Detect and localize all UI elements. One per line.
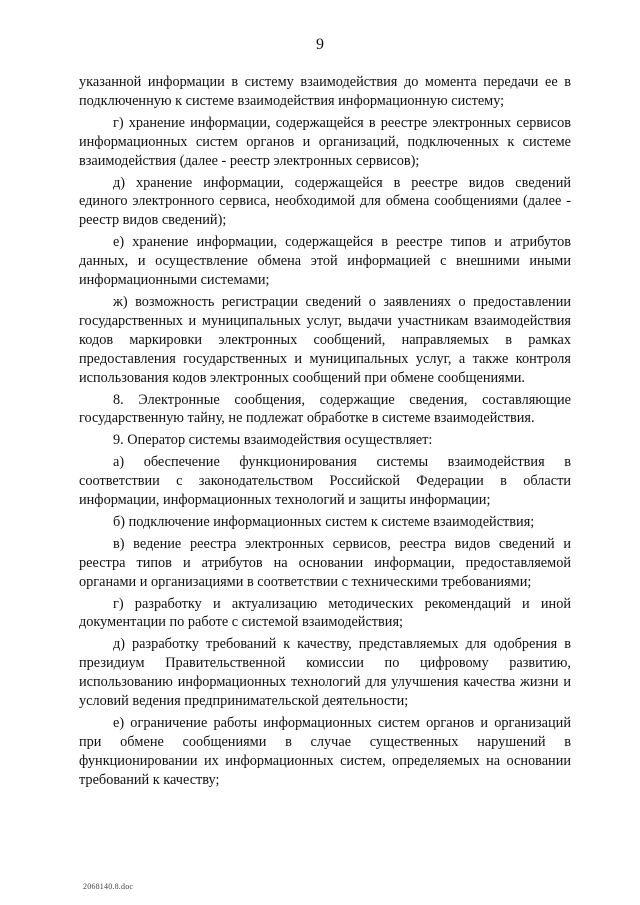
paragraph-9-item-d: д) разработку требований к качеству, представляемых для одобрения в президиум Правительственной комиссии по цифровому развитию, использованию информационных технологий для улучшения качества жизни и условий ведения предпринимательской деятельности; bbox=[79, 636, 571, 710]
paragraph-item-e: е) хранение информации, содержащейся в реестре типов и атрибутов данных, и осуществление обмена этой информацией с внешними иными информационными системами; bbox=[79, 234, 571, 289]
page-number: 9 bbox=[316, 36, 324, 53]
paragraph-item-g: г) хранение информации, содержащейся в реестре электронных сервисов информационных систем органов и организаций, подключенных к системе взаимодействия (далее - реестр электронных сервисов); bbox=[79, 114, 571, 169]
paragraph-clause-9: 9. Оператор системы взаимодействия осуществляет: bbox=[113, 432, 433, 449]
paragraph-9-item-v: в) ведение реестра электронных сервисов, реестра видов сведений и реестра типов и атрибутов на основании информации, предоставляемой органами и организациями в соответствии с техническими требованиями; bbox=[79, 535, 571, 590]
paragraph-9-item-e: е) ограничение работы информационных систем органов и организаций при обмене сообщениями в случае существенных нарушений в функционировании их информационных систем, определяемых на основании требований к качеству; bbox=[79, 715, 571, 788]
paragraph-item-zh: ж) возможность регистрации сведений о заявлениях о предоставлении государственных и муниципальных услуг, выдачи участникам взаимодействия кодов маркировки электронных сообщений, направляемых в рамках предоставления государственных и муниципальных услуг, а также контроля использования кодов электронных сообщений при обмене сообщениями. bbox=[79, 293, 571, 386]
paragraph-9-item-g: г) разработку и актуализацию методических рекомендаций и иной документации по работе с системой взаимодействия; bbox=[79, 595, 571, 631]
paragraph-9-item-a: а) обеспечение функционирования системы взаимодействия в соответствии с законодательством Российской Федерации в области информации, информационных технологий и защиты информации; bbox=[79, 454, 571, 509]
paragraph-clause-8: 8. Электронные сообщения, содержащие сведения, составляющие государственную тайну, не подлежат обработке в системе взаимодействия. bbox=[79, 391, 571, 427]
document-body bbox=[79, 73, 571, 793]
paragraph-item-d: д) хранение информации, содержащейся в реестре видов сведений единого электронного сервиса, необходимой для обмена сообщениями (далее - реестр видов сведений); bbox=[79, 174, 571, 229]
paragraph-9-item-b: б) подключение информационных систем к системе взаимодействия; bbox=[113, 513, 535, 530]
paragraph-continuation: указанной информации в систему взаимодействия до момента передачи ее в подключенную к системе взаимодействия информационную систему; bbox=[79, 74, 571, 109]
footer-file-code: 2068140.8.doc bbox=[83, 882, 134, 891]
